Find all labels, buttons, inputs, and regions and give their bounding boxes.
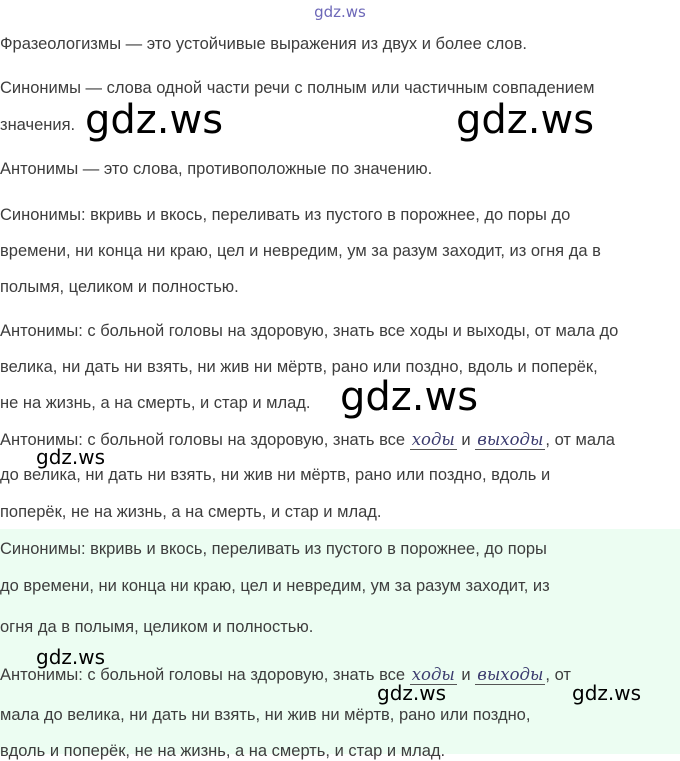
site-watermark-top: gdz.ws (314, 3, 366, 21)
antonym-definition: Антонимы — это слова, противоположные по значению. (0, 160, 433, 178)
answer1-synonyms-line-3: полымя, целиком и полностью. (0, 278, 239, 296)
highlighted-answer-block (0, 529, 680, 760)
answer3-synonyms-line-2: до времени, ни конца ни краю, цел и невредим, ум за разум заходит, из (0, 577, 550, 595)
watermark: gdz.ws (377, 681, 447, 705)
handwritten-word-hody-2: ходы (411, 665, 455, 684)
answer3-antonyms-line-1: Антонимы: с больной головы на здоровую, знать все ходы и выходы , от (0, 665, 571, 684)
handwritten-word-vyhody: выходы (477, 430, 544, 449)
answer3-synonyms-line-3: огня да в полымя, целиком и полностью. (0, 618, 314, 636)
watermark: gdz.ws (340, 374, 479, 420)
handwritten-word-hody: ходы (411, 430, 455, 449)
answer2-antonyms-line-3: поперёк, не на жизнь, а на смерть, и стар и млад. (0, 503, 382, 521)
synonym-definition-line-1: Синонимы — слова одной части речи с полным или частичным совпадением (0, 79, 595, 97)
watermark: gdz.ws (36, 445, 106, 469)
answer3-synonyms-line-1: Синонимы: вкривь и вкось, переливать из пустого в порожнее, до поры (0, 540, 547, 558)
answer3-antonyms-line-2: мала до велика, ни дать ни взять, ни жив ни мёртв, рано или поздно, (0, 706, 531, 724)
answer2-antonyms-line-2: до велика, ни дать ни взять, ни жив ни мёртв, рано или поздно, вдоль и (0, 466, 551, 484)
answer1-synonyms-line-2: времени, ни конца ни краю, цел и невредим, ум за разум заходит, из огня да в (0, 242, 601, 260)
answer1-antonyms-line-3: не на жизнь, а на смерть, и стар и млад. (0, 394, 311, 412)
watermark: gdz.ws (85, 97, 224, 143)
answer3-antonyms-line-3: вдоль и поперёк, не на жизнь, а на смерть, и стар и млад. (0, 742, 446, 760)
watermark: gdz.ws (36, 645, 106, 669)
synonym-definition-line-2: значения. (0, 116, 76, 134)
handwritten-word-vyhody-2: выходы (477, 665, 544, 684)
phraseologism-definition: Фразеологизмы — это устойчивые выражения из двух и более слов. (0, 35, 527, 53)
watermark: gdz.ws (572, 681, 642, 705)
answer2-antonyms-line-1: Антонимы: с больной головы на здоровую, знать все ходы и выходы , от мала (0, 430, 615, 449)
answer1-antonyms-line-2: велика, ни дать ни взять, ни жив ни мёртв, рано или поздно, вдоль и поперёк, (0, 358, 598, 376)
answer1-synonyms-line-1: Синонимы: вкривь и вкось, переливать из пустого в порожнее, до поры до (0, 206, 571, 224)
watermark: gdz.ws (456, 97, 595, 143)
answer1-antonyms-line-1: Антонимы: с больной головы на здоровую, знать все ходы и выходы, от мала до (0, 322, 619, 340)
